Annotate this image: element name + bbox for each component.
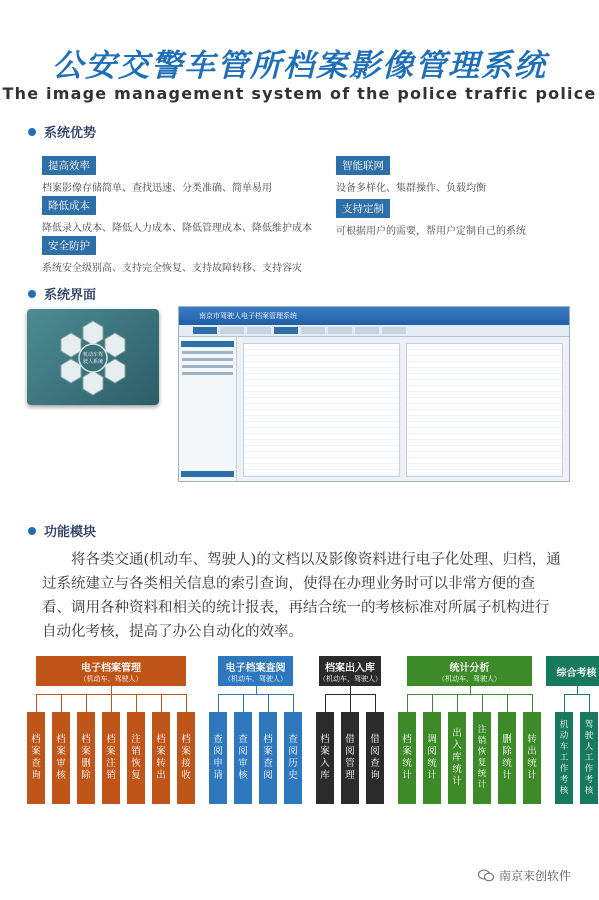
module-group-title: 电子档案查阅 [225,663,286,674]
hub-center-label-2: 驶人系统 [82,359,104,365]
module-group-title: 档案出入库 [325,663,375,674]
module-leaf [234,712,252,804]
module-leaf [555,712,573,804]
connector-line [350,694,351,712]
section-modules-heading: 功能模块 [28,521,96,540]
wechat-icon [478,869,494,882]
module-leaf [448,712,466,804]
module-leaf [209,712,227,804]
module-leaf [366,712,384,804]
connector-line [136,694,137,712]
module-leaf-label: 转出统计 [527,734,537,781]
connector-line [432,694,433,712]
connector-line [256,686,257,694]
connector-bus [564,694,589,695]
section-interface-heading: 系统界面 [28,284,96,303]
advantage-desc: 可根据用户的需要，帮用户定制自己的系统 [336,226,526,237]
module-leaf-label: 查阅历史 [288,734,298,781]
module-leaf-label: 出入库统计 [452,728,462,787]
module-leaf [127,712,145,804]
module-leaf-label: 档案接收 [181,734,191,781]
title-english: The image management system of the police traffic police [2,84,597,103]
advantage-desc: 系统安全级别高、支持完全恢复、支持故障转移、支持容灾 [42,263,302,274]
module-group-subtitle: （机动车、驾驶人） [79,675,143,683]
module-leaf-label: 注销恢复 [131,734,141,781]
advantage-desc: 设备多样化、集群操作、负载均衡 [336,183,486,194]
module-leaf-label: 档案注销 [106,734,116,781]
module-leaf-label: 调阅统计 [427,734,437,781]
connector-line [111,686,112,694]
module-leaf-label: 注销恢复统计 [477,725,487,790]
connector-line [218,694,219,712]
connector-line [293,694,294,712]
connector-line [111,694,112,712]
watermark: 南京来创软件 [478,867,571,884]
module-leaf-label: 档案审核 [56,734,66,781]
module-leaf-label: 查阅审核 [238,734,248,781]
module-leaf-label: 档案入库 [320,734,330,781]
section-advantages-heading: 系统优势 [28,122,96,141]
module-leaf [77,712,95,804]
module-leaf [316,712,334,804]
title-chinese: 公安交警车管所档案影像管理系统 [52,48,547,84]
module-leaf-label: 删除统计 [502,734,512,781]
connector-line [407,694,408,712]
connector-line [36,694,37,712]
connector-line [482,694,483,712]
module-leaf-label: 档案转出 [156,734,166,781]
module-group-title: 电子档案管理 [81,663,141,674]
connector-line [375,694,376,712]
connector-line [86,694,87,712]
connector-line [186,694,187,712]
module-leaf [398,712,416,804]
advantage-desc: 档案影像存储简单、查找迅速、分类准确、简单易用 [42,183,272,194]
connector-bus [407,694,532,695]
connector-line [532,694,533,712]
connector-line [325,694,326,712]
advantage-tag: 安全防护 [42,236,96,255]
module-leaf [177,712,195,804]
module-group-4 [546,656,599,686]
module-leaf-label: 查阅申请 [213,734,223,781]
connector-line [470,686,471,694]
module-group-title: 综合考核 [556,667,597,679]
module-leaf-label: 档案查询 [31,734,41,781]
module-leaf-label: 机动车工作考核 [559,719,569,796]
module-leaf-label: 借阅管理 [345,734,355,781]
advantage-tag: 支持定制 [336,199,390,218]
hub-center-label-1: 机动车驾 [82,352,104,358]
connector-line [161,694,162,712]
module-group-title: 统计分析 [449,663,490,674]
module-group-2 [319,656,381,686]
module-leaf [284,712,302,804]
module-leaf-label: 借阅查询 [370,734,380,781]
advantage-tag: 降低成本 [42,196,96,215]
module-leaf [523,712,541,804]
module-group-1 [218,656,293,686]
module-leaf [473,712,491,804]
module-group-3 [407,656,532,686]
module-group-subtitle: （机动车、驾驶人） [224,675,287,683]
connector-line [577,686,578,694]
module-leaf [341,712,359,804]
module-group-subtitle: （机动车、驾驶人） [319,675,382,683]
window-title: 南京市驾驶人电子档案管理系统 [199,312,297,320]
module-leaf [102,712,120,804]
module-leaf [498,712,516,804]
module-leaf [580,712,598,804]
module-leaf-label: 档案删除 [81,734,91,781]
connector-line [61,694,62,712]
module-leaf-label: 档案查阅 [263,734,273,781]
module-leaf [27,712,45,804]
advantage-tag: 提高效率 [42,156,96,175]
connector-line [507,694,508,712]
advantage-tag: 智能联网 [336,156,390,175]
connector-line [268,694,269,712]
modules-paragraph: 将各类交通(机动车、驾驶人)的文档以及影像资料进行电子化处理、归档，通过系统建立与各类相关信息的索引查询，使得在办理业务时可以非常方便的查看、调用各种资料和相关的统计报表，再结合统一的考核标准对所属子机构进行自动化考核，提高了办公自动化的效率。 [42,552,561,640]
connector-bus [218,694,293,695]
module-leaf [423,712,441,804]
module-leaf [259,712,277,804]
module-leaf [52,712,70,804]
module-group-subtitle: （机动车、驾驶人） [438,675,501,683]
connector-line [350,686,351,694]
advantage-desc: 降低录入成本、降低人力成本、降低管理成本、降低维护成本 [42,223,312,234]
module-leaf-label: 驾驶人工作考核 [584,719,594,796]
connector-line [243,694,244,712]
module-leaf-label: 档案统计 [402,734,412,781]
module-leaf [152,712,170,804]
module-group-0 [36,656,186,686]
connector-line [457,694,458,712]
connector-line [564,694,565,712]
connector-line [589,694,590,712]
